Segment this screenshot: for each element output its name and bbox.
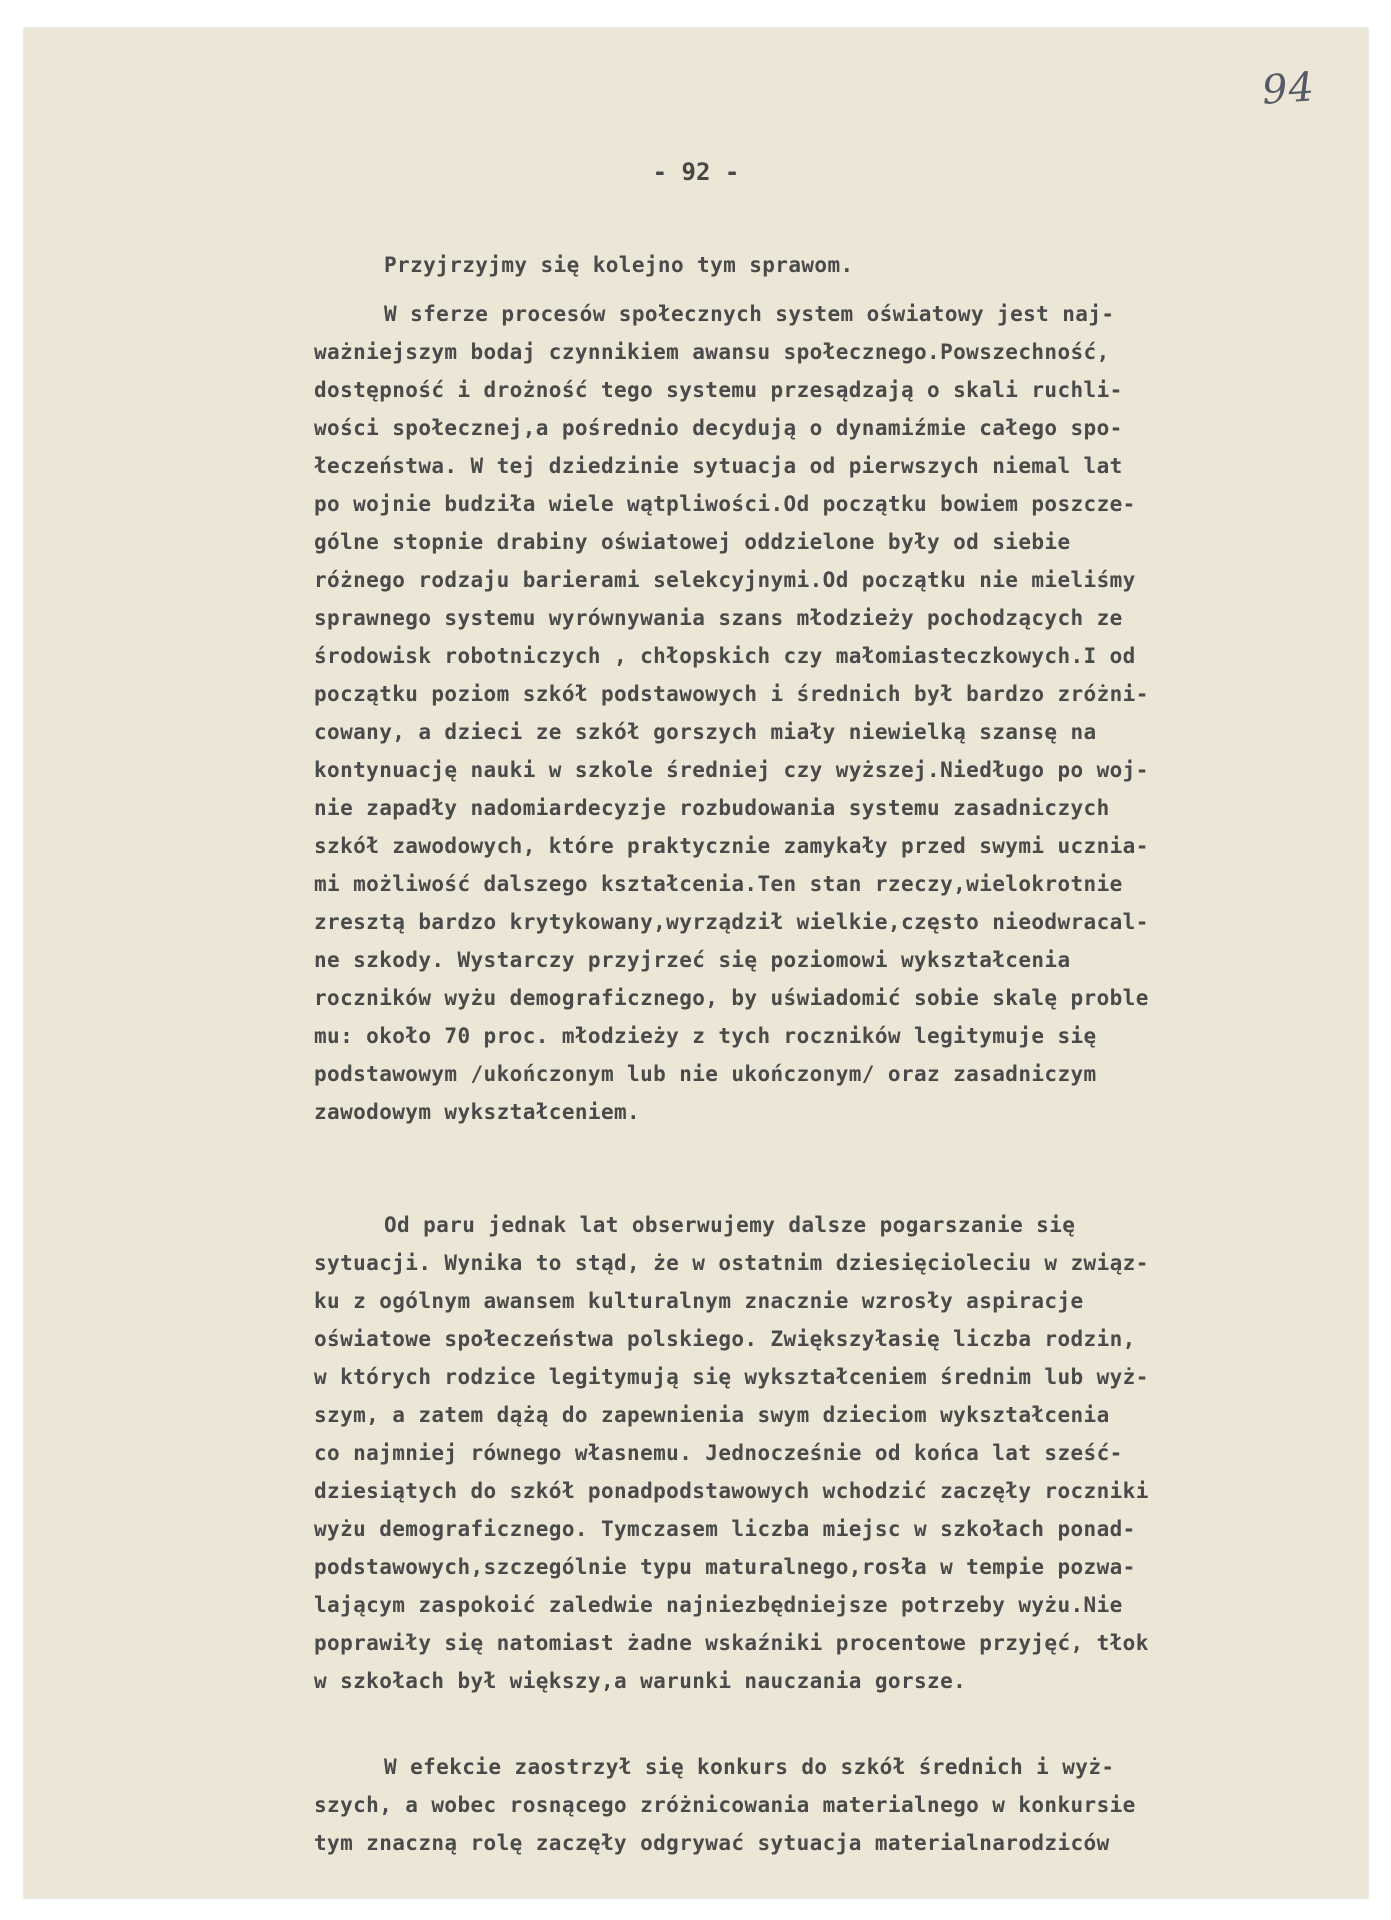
text-line: szym, a zatem dążą do zapewnienia swym dzieciom wykształcenia	[314, 1403, 1110, 1427]
section-heading: Przyjrzyjmy się kolejno tym sprawom.	[384, 253, 854, 277]
text-line: zawodowym wykształceniem.	[314, 1100, 641, 1124]
text-line: zresztą bardzo krytykowany,wyrządził wielkie,często nieodwracal-	[314, 910, 1149, 934]
text-line: w szkołach był większy,a warunki nauczania gorsze.	[314, 1669, 967, 1693]
text-line: środowisk robotniczych , chłopskich czy małomiasteczkowych.I od	[314, 644, 1136, 668]
paragraph-1	[314, 295, 1354, 1131]
text-line: wyżu demograficznego. Tymczasem liczba miejsc w szkołach ponad-	[314, 1517, 1136, 1541]
text-line: początku poziom szkół podstawowych i średnich był bardzo zróżni-	[314, 682, 1149, 706]
archive-number-handwritten: 94	[1260, 64, 1317, 114]
text-line: ne szkody. Wystarczy przyjrzeć się poziomowi wykształcenia	[314, 948, 1071, 972]
text-line: w których rodzice legitymują się wykształceniem średnim lub wyż-	[314, 1365, 1149, 1389]
text-line: kontynuację nauki w szkole średniej czy wyższej.Niedługo po woj-	[314, 758, 1149, 782]
text-line: łeczeństwa. W tej dziedzinie sytuacja od pierwszych niemal lat	[314, 454, 1123, 478]
text-line: co najmniej równego własnemu. Jednocześnie od końca lat sześć-	[314, 1441, 1123, 1465]
paragraph-2	[314, 1206, 1354, 1700]
text-line: gólne stopnie drabiny oświatowej oddzielone były od siebie	[314, 530, 1071, 554]
text-line: W sferze procesów społecznych system oświatowy jest naj-	[384, 302, 1115, 326]
text-line: szkół zawodowych, które praktycznie zamykały przed swymi uczniа-	[314, 834, 1149, 858]
text-line: różnego rodzaju barierami selekcyjnymi.Od początku nie mieliśmy	[314, 568, 1136, 592]
text-line: podstawowych,szczególnie typu maturalnego,rosła w tempie pozwa-	[314, 1555, 1136, 1579]
text-line: dziesiątych do szkół ponadpodstawowych wchodzić zaczęły roczniki	[314, 1479, 1149, 1503]
text-line: W efekcie zaostrzył się konkurs do szkół średnich i wyż-	[384, 1755, 1115, 1779]
text-line: dostępność i drożność tego systemu przesądzają o skali ruchli-	[314, 378, 1123, 402]
text-line: ku z ogólnym awansem kulturalnym znacznie wzrosły aspiracje	[314, 1289, 1084, 1313]
text-line: szych, a wobec rosnącego zróżnicowania materialnego w konkursie	[314, 1793, 1136, 1817]
text-line: mi możliwość dalszego kształcenia.Ten stan rzeczy,wielokrotnie	[314, 872, 1123, 896]
text-line: cowany, a dzieci ze szkół gorszych miały niewielką szansę na	[314, 720, 1097, 744]
page-number: - 92 -	[652, 158, 740, 186]
text-line: ważniejszym bodaj czynnikiem awansu społecznego.Powszechność,	[314, 340, 1110, 364]
text-line: wości społecznej,a pośrednio decydują o dynamiźmie całego spo-	[314, 416, 1123, 440]
text-line: lającym zaspokoić zaledwie najniezbędniejsze potrzeby wyżu.Nie	[314, 1593, 1123, 1617]
text-line: tym znaczną rolę zaczęły odgrywać sytuacja materialnarodziców	[314, 1831, 1110, 1855]
text-line: sytuacji. Wynika to stąd, że w ostatnim dziesięcioleciu w związ-	[314, 1251, 1149, 1275]
text-line: mu: około 70 proc. młodzieży z tych roczników legitymuje się	[314, 1024, 1097, 1048]
text-line: oświatowe społeczeństwa polskiego. Zwiększyłasię liczba rodzin,	[314, 1327, 1136, 1351]
document-page	[24, 28, 1368, 1898]
paragraph-3	[314, 1748, 1354, 1862]
text-line: nie zapadły nadomiardecyzje rozbudowania systemu zasadniczych	[314, 796, 1110, 820]
text-line: Od paru jednak lat obserwujemy dalsze pogarszanie się	[384, 1213, 1076, 1237]
section-heading-block	[314, 246, 1354, 284]
text-line: sprawnego systemu wyrównywania szans młodzieży pochodzących ze	[314, 606, 1123, 630]
text-line: poprawiły się natomiast żadne wskaźniki procentowe przyjęć, tłok	[314, 1631, 1149, 1655]
text-line: roczników wyżu demograficznego, by uświadomić sobie skalę proble	[314, 986, 1149, 1010]
text-line: podstawowym /ukończonym lub nie ukończonym/ oraz zasadniczym	[314, 1062, 1097, 1086]
text-line: po wojnie budziła wiele wątpliwości.Od początku bowiem poszcze-	[314, 492, 1136, 516]
